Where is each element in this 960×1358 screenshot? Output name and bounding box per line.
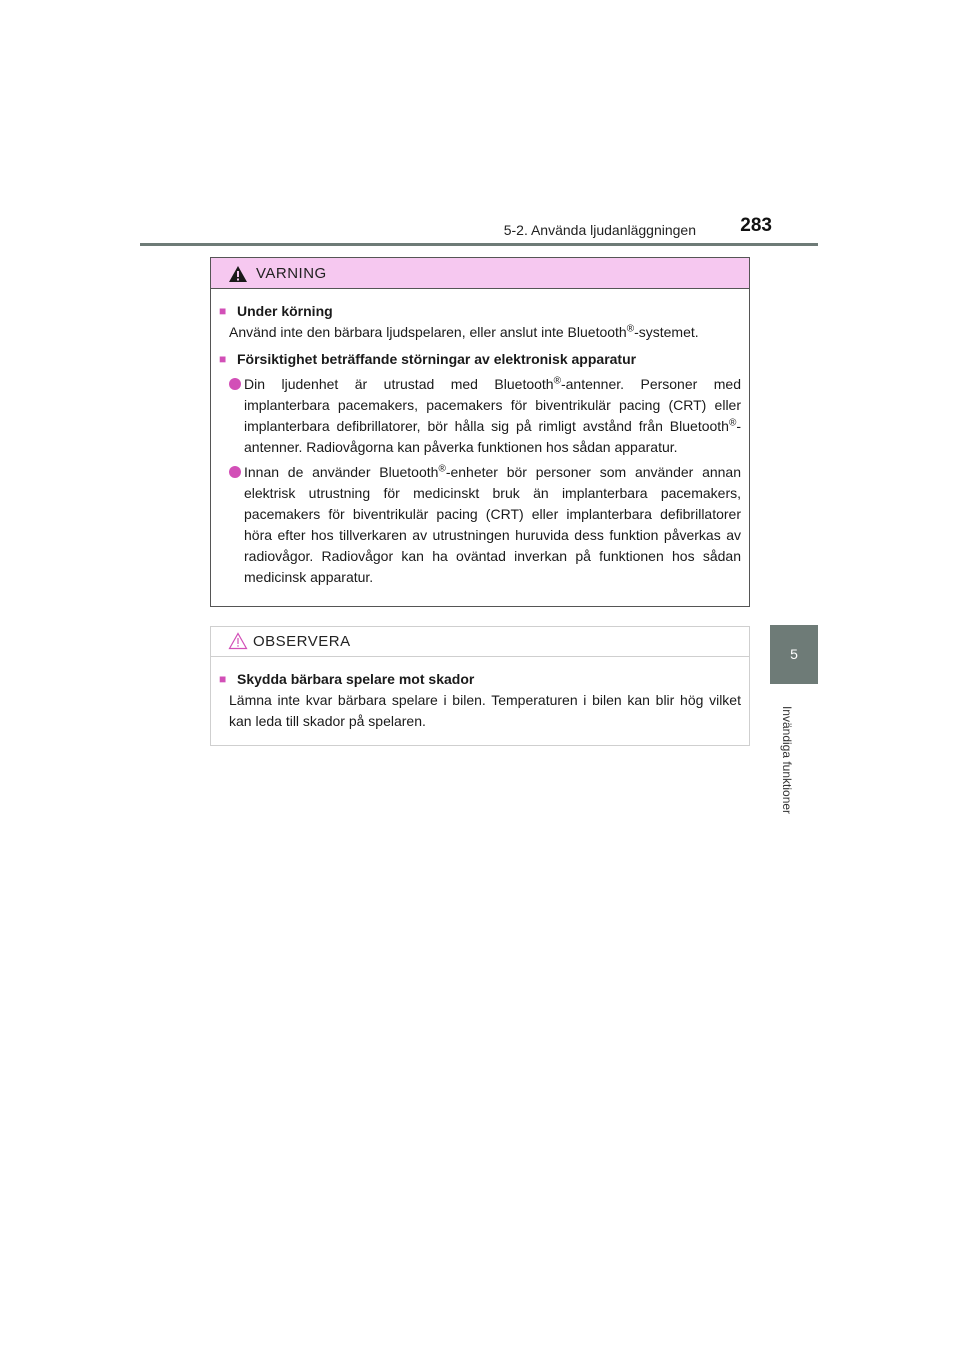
registered-mark: ® — [626, 323, 635, 335]
warning-title: VARNING — [256, 265, 327, 282]
round-bullet-icon — [229, 378, 241, 390]
item-heading: ■ Skydda bärbara spelare mot skador — [219, 669, 741, 690]
list-item: Din ljudenhet är utrustad med Bluetooth®-antenner. Personer med implanterbara pacemakers, pacemakers för biventrikulär pacing (CRT) eller implanterbara defibrillatorer, bör hålla sig på rimligt avstånd från Bluetooth®-antenner. Radiovågorna kan påverka funktionen hos sådan apparatur. — [219, 374, 741, 458]
square-bullet-icon: ■ — [219, 672, 227, 686]
item-text: Lämna inte kvar bärbara spelare i bilen. Temperaturen i bilen kan blir hög vilket kan leda till skador på spelaren. — [229, 692, 741, 729]
round-bullet-icon — [229, 466, 241, 478]
item-heading: ■ Under körning — [219, 301, 741, 322]
warning-box — [210, 257, 750, 607]
warning-item-interference — [219, 349, 741, 588]
header-rule — [140, 243, 818, 246]
notice-item-protect-player — [219, 669, 741, 732]
notice-title: OBSERVERA — [253, 633, 351, 650]
warning-triangle-filled-icon — [228, 265, 248, 283]
page-number: 283 — [740, 215, 772, 236]
warning-body — [211, 289, 749, 588]
warning-triangle-outline-icon — [228, 632, 248, 650]
registered-mark: ® — [728, 417, 737, 429]
warning-item-driving — [219, 301, 741, 343]
section-title: 5-2. Använda ljudanläggningen — [503, 222, 696, 238]
notice-header — [211, 627, 749, 657]
registered-mark: ® — [553, 375, 561, 387]
chapter-title: Invändiga funktioner — [780, 705, 794, 815]
item-text: Använd inte den bärbara ljudspelaren, eller anslut inte Bluetooth®-systemet. — [229, 323, 699, 340]
square-bullet-icon: ■ — [219, 304, 227, 318]
notice-box — [210, 626, 750, 746]
warning-header — [211, 258, 749, 289]
registered-mark: ® — [438, 463, 446, 475]
square-bullet-icon: ■ — [219, 352, 227, 366]
page-header — [140, 212, 818, 246]
list-item: Innan de använder Bluetooth®-enheter bör personer som använder annan elektrisk utrustning för medicinskt bruk än implanterbara pacemakers, pacemakers för biventrikulär pacing (CRT) eller implanterbara defibrillatorer höra efter hos tillverkaren av utrustningen huruvida dess funktion påverkas av radiovågor. Radiovågor kan ha oväntad inverkan på funktionen hos sådan medicinsk apparatur. — [219, 462, 741, 588]
chapter-tab: 5 — [770, 625, 818, 684]
notice-body — [211, 657, 749, 732]
item-heading: ■ Försiktighet beträffande störningar av elektronisk apparatur — [219, 349, 741, 370]
